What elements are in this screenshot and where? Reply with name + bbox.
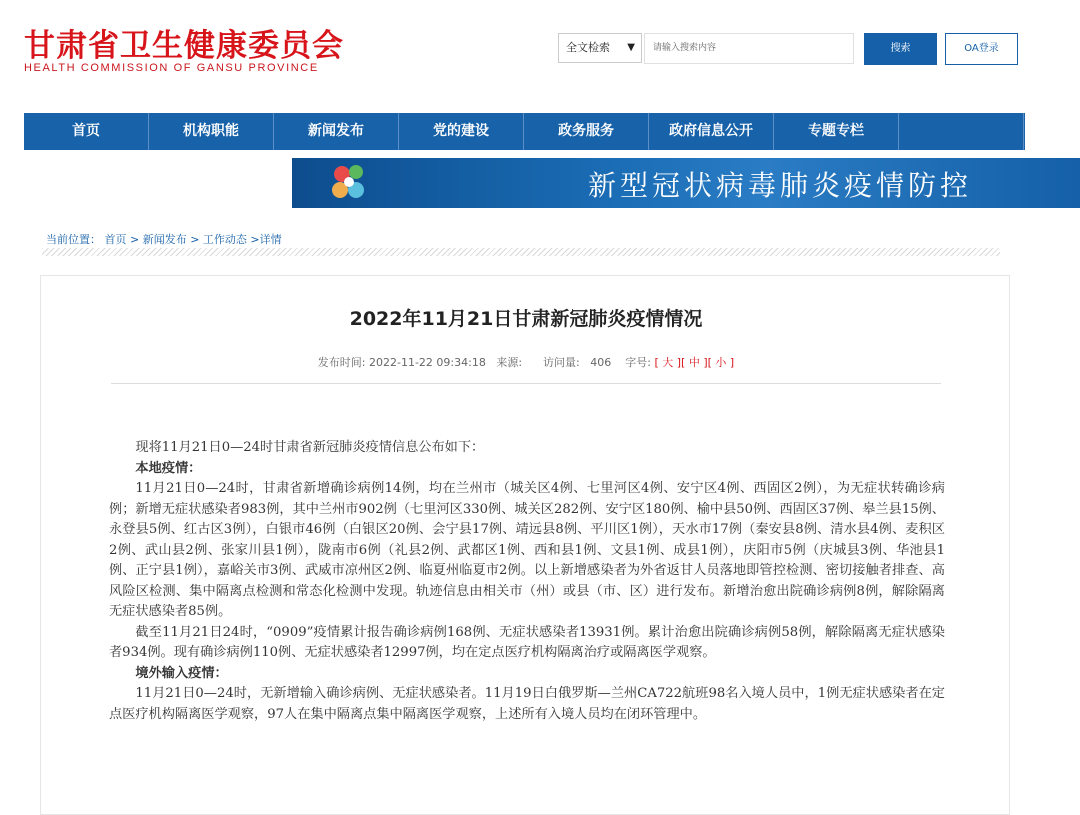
oa-login-button[interactable]: OA登录 <box>945 33 1018 65</box>
meta-source-label: 来源: <box>496 356 523 369</box>
section-heading-local: 本地疫情： <box>135 460 202 476</box>
chevron-down-icon: ▼ <box>627 42 635 53</box>
meta-time: 2022-11-22 09:34:18 <box>369 356 486 369</box>
nav-item-news[interactable]: 新闻发布 <box>274 113 399 150</box>
nav-item-functions[interactable]: 机构职能 <box>149 113 274 150</box>
search-placeholder: 请输入搜索内容 <box>653 43 717 53</box>
meta-views: 406 <box>590 356 612 369</box>
paragraph-cumulative: 截至11月21日24时，“0909”疫情累计报告确诊病例168例、无症状感染者13931例。累计治愈出院确诊病例58例，解除隔离无症状感染者934例。现有确诊病例110例、无症状感染者12997例，均在定点医疗机构隔离治疗或隔离医学观察。 <box>109 624 945 660</box>
font-size-medium-link[interactable]: 中 <box>688 356 700 369</box>
covid-banner[interactable] <box>292 158 1080 208</box>
paragraph-local-details: 11月21日0—24时，甘肃省新增确诊病例14例，均在兰州市（城关区4例、七里河区4例、安宁区4例、西固区2例），为无症状转确诊病例；新增无症状感染者983例，其中兰州市902例（七里河区330例、城关区282例、安宁区180例、榆中县50例、西固区37例、皋兰县15例、永登县5例、红古区3例），白银市46例（白银区20例、会宁县17例、靖远县8例、平川区1例），天水市17例（秦安县8例、清水县4例、麦积区2例、武山县2例、张家川县1例），陇南市6例（礼县2例、武都区1例、西和县1例、文县1例、成县1例），庆阳市5例（庆城县3例、华池县1例、正宁县1例），嘉峪关市3例、武威市凉州区2例、临夏州临夏市2例。以上新增感染者为外省返甘人员落地即管控检测、密切接触者排查、高风险区检测、集中隔离点检测和常态化检测中发现。轨迹信息由相关市（州）或县（市、区）进行发布。新增治愈出院确诊病例8例，解除隔离无症状感染者85例。 <box>109 481 945 619</box>
nav-item-services[interactable]: 政务服务 <box>524 113 649 150</box>
nav-item-reform[interactable]: 深化医改 <box>52 162 101 176</box>
nav-item-party[interactable]: 党的建设 <box>399 113 524 150</box>
search-scope-value: 全文检索 <box>566 41 610 54</box>
meta-divider <box>111 383 941 384</box>
article-title: 2022年11月21日甘肃新冠肺炎疫情情况 <box>349 308 703 330</box>
nav-item-home[interactable]: 首页 <box>24 113 149 150</box>
font-size-small-link[interactable]: 小 <box>715 356 727 369</box>
banner-title: 新型冠状病毒肺炎疫情防控 <box>587 169 972 202</box>
search-scope-select[interactable] <box>558 33 642 63</box>
meta-views-label: 访问量: <box>543 356 580 369</box>
article-meta: 发布时间: 2022-11-22 09:34:18 来源: 访问量: 406 字号: [ 大 ][ 中 ][ 小 ] <box>317 356 735 369</box>
meta-font-label: 字号: <box>625 356 651 369</box>
breadcrumb-path[interactable]: 首页 > 新闻发布 > 工作动态 >详情 <box>104 233 282 246</box>
nav-item-info-disclosure[interactable]: 政府信息公开 <box>649 113 774 150</box>
site-logo-title[interactable]: 甘肃省卫生健康委员会 <box>24 28 344 64</box>
main-nav <box>24 113 1025 150</box>
site-header <box>0 0 1080 110</box>
section-heading-imported: 境外输入疫情： <box>135 665 228 681</box>
search-button[interactable]: 搜索 <box>864 33 937 65</box>
breadcrumb-prefix: 当前位置： <box>46 233 101 246</box>
search-input[interactable] <box>644 33 854 64</box>
font-size-large-link[interactable]: 大 <box>662 356 674 369</box>
nav-item-topics[interactable]: 专题专栏 <box>774 113 899 150</box>
article-panel <box>40 275 1010 815</box>
site-logo-subtitle: HEALTH COMMISSION OF GANSU PROVINCE <box>24 62 319 74</box>
article-body <box>109 438 945 725</box>
meta-time-label: 发布时间: <box>317 356 366 369</box>
breadcrumb-divider <box>42 248 1000 256</box>
nav-item-blank[interactable] <box>899 113 1024 150</box>
paragraph-intro: 现将11月21日0—24时甘肃省新冠肺炎疫情信息公布如下： <box>135 440 485 455</box>
paragraph-imported-details: 11月21日0—24时，无新增输入确诊病例、无症状感染者。11月19日白俄罗斯—兰州CA722航班98名入境人员中，1例无症状感染者在定点医疗机构隔离医学观察，97人在集中隔离点集中隔离医学观察，上述所有入境人员均在闭环管理中。 <box>109 686 945 722</box>
virus-icon <box>328 162 372 204</box>
breadcrumb <box>46 231 282 247</box>
